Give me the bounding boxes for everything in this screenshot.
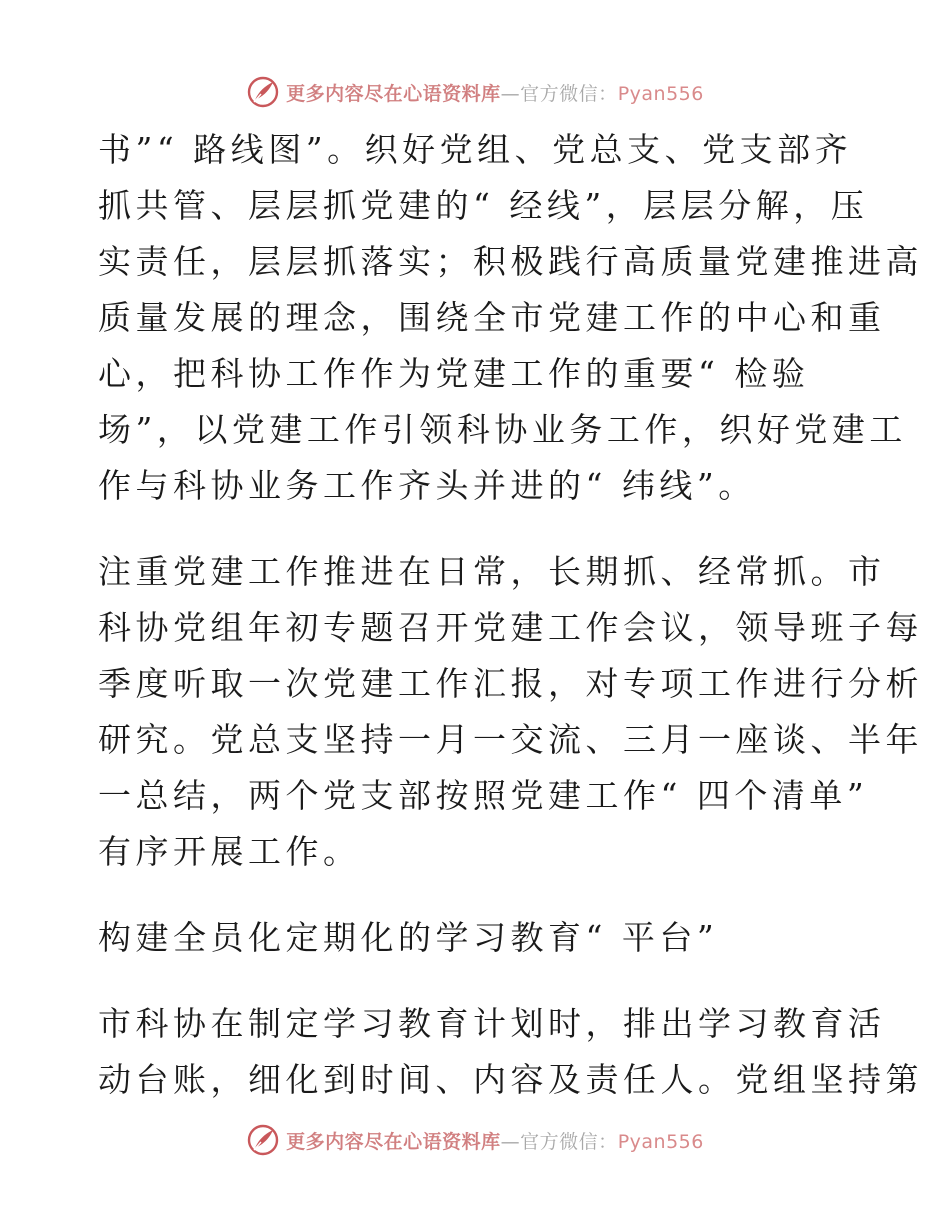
paragraph-3 xyxy=(98,996,923,1108)
text-line: 季度听取一次党建工作汇报，对专项工作进行分析 xyxy=(98,664,923,703)
paragraph-2 xyxy=(98,544,923,880)
watermark-wechat-id: Pyan556 xyxy=(617,1130,704,1153)
header-watermark xyxy=(0,72,950,112)
paragraph-1 xyxy=(98,122,923,514)
watermark-text xyxy=(286,1127,704,1154)
watermark-wechat-id: Pyan556 xyxy=(617,82,704,105)
paragraph-gap xyxy=(98,880,858,910)
watermark-separator: — xyxy=(500,1130,521,1153)
text-line: 场”，以党建工作引领科协业务工作，织好党建工 xyxy=(98,410,907,449)
text-line: 书”“ 路线图”。织好党组、党总支、党支部齐 xyxy=(98,130,853,169)
paragraph-gap xyxy=(98,514,858,544)
watermark-official-label: 官方微信： xyxy=(520,82,618,105)
feather-quill-logo-icon xyxy=(246,75,280,109)
text-line: 一总结，两个党支部按照党建工作“ 四个清单” xyxy=(98,776,869,815)
heading-line: 构建全员化定期化的学习教育“ 平台” xyxy=(98,918,719,957)
section-heading xyxy=(98,910,858,966)
paragraph-gap xyxy=(98,966,858,996)
feather-quill-logo-icon xyxy=(246,1123,280,1157)
watermark-separator: — xyxy=(500,82,521,105)
watermark-brand: 更多内容尽在心语资料库 xyxy=(286,1130,501,1153)
text-line: 科协党组年初专题召开党建工作会议，领导班子每 xyxy=(98,608,923,647)
footer-watermark xyxy=(0,1120,950,1160)
document-body xyxy=(98,122,923,1108)
watermark-text xyxy=(286,79,704,106)
text-line: 实责任，层层抓落实；积极践行高质量党建推进高 xyxy=(98,242,923,281)
watermark-brand: 更多内容尽在心语资料库 xyxy=(286,82,501,105)
text-line: 有序开展工作。 xyxy=(98,832,361,871)
text-line: 质量发展的理念，围绕全市党建工作的中心和重 xyxy=(98,298,886,337)
watermark-official-label: 官方微信： xyxy=(520,1130,618,1153)
text-line: 抓共管、层层抓党建的“ 经线”，层层分解，压 xyxy=(98,186,869,225)
text-line: 市科协在制定学习教育计划时，排出学习教育活 xyxy=(98,1004,886,1043)
text-line: 注重党建工作推进在日常，长期抓、经常抓。市 xyxy=(98,552,886,591)
text-line: 动台账，细化到时间、内容及责任人。党组坚持第 xyxy=(98,1060,923,1099)
text-line: 研究。党总支坚持一月一交流、三月一座谈、半年 xyxy=(98,720,923,759)
text-line: 心，把科协工作作为党建工作的重要“ 检验 xyxy=(98,354,810,393)
text-line: 作与科协业务工作齐头并进的“ 纬线”。 xyxy=(98,466,756,505)
